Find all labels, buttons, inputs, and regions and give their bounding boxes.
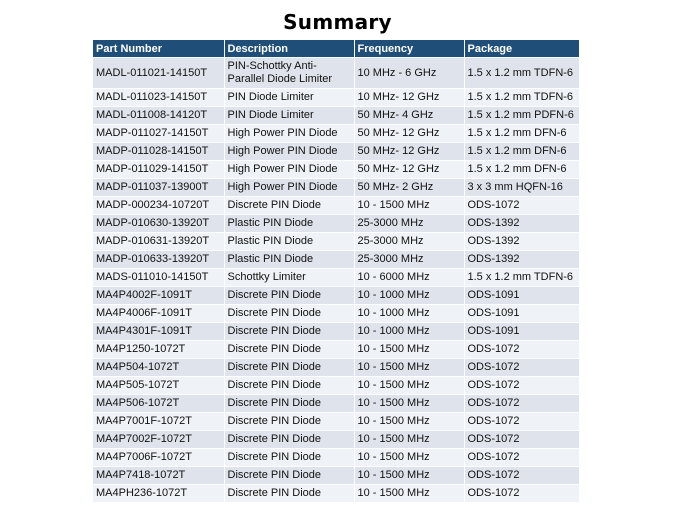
cell-frequency: 10 - 1500 MHz <box>354 359 464 377</box>
cell-package: 1.5 x 1.2 mm DFN-6 <box>464 143 579 161</box>
cell-frequency: 10 - 1000 MHz <box>354 305 464 323</box>
cell-part-number: MADP-011027-14150T <box>93 125 224 143</box>
cell-frequency: 50 MHz- 12 GHz <box>354 125 464 143</box>
cell-package: ODS-1072 <box>464 431 579 449</box>
cell-frequency: 10 - 1500 MHz <box>354 449 464 467</box>
cell-description: PIN-Schottky Anti-Parallel Diode Limiter <box>224 58 354 89</box>
table-row <box>93 431 579 449</box>
table-header <box>93 40 579 58</box>
table-row <box>93 215 579 233</box>
cell-part-number: MA4P1250-1072T <box>93 341 224 359</box>
cell-package: ODS-1072 <box>464 467 579 485</box>
table-row <box>93 323 579 341</box>
cell-frequency: 50 MHz- 12 GHz <box>354 161 464 179</box>
cell-part-number: MA4P4006F-1091T <box>93 305 224 323</box>
table-row <box>93 485 579 503</box>
cell-package: 3 x 3 mm HQFN-16 <box>464 179 579 197</box>
cell-description: High Power PIN Diode <box>224 161 354 179</box>
cell-description: Discrete PIN Diode <box>224 431 354 449</box>
cell-description: PIN Diode Limiter <box>224 89 354 107</box>
cell-part-number: MADP-000234-10720T <box>93 197 224 215</box>
cell-part-number: MA4P506-1072T <box>93 395 224 413</box>
cell-package: ODS-1091 <box>464 305 579 323</box>
table-row <box>93 395 579 413</box>
cell-frequency: 10 - 1500 MHz <box>354 377 464 395</box>
cell-description: Discrete PIN Diode <box>224 305 354 323</box>
cell-description: High Power PIN Diode <box>224 125 354 143</box>
cell-package: ODS-1072 <box>464 377 579 395</box>
cell-part-number: MA4P505-1072T <box>93 377 224 395</box>
cell-frequency: 10 - 1000 MHz <box>354 287 464 305</box>
table-row <box>93 125 579 143</box>
cell-package: 1.5 x 1.2 mm TDFN-6 <box>464 58 579 89</box>
cell-part-number: MA4P7006F-1072T <box>93 449 224 467</box>
table-row <box>93 287 579 305</box>
cell-description: High Power PIN Diode <box>224 143 354 161</box>
table-row <box>93 233 579 251</box>
cell-frequency: 50 MHz- 12 GHz <box>354 143 464 161</box>
cell-frequency: 10 MHz- 12 GHz <box>354 89 464 107</box>
cell-frequency: 10 - 1000 MHz <box>354 323 464 341</box>
cell-package: ODS-1392 <box>464 233 579 251</box>
cell-part-number: MA4P7418-1072T <box>93 467 224 485</box>
header-part-number: Part Number <box>93 40 224 58</box>
cell-part-number: MADL-011023-14150T <box>93 89 224 107</box>
cell-description: Plastic PIN Diode <box>224 251 354 269</box>
cell-package: 1.5 x 1.2 mm DFN-6 <box>464 125 579 143</box>
cell-description: Schottky Limiter <box>224 269 354 287</box>
cell-package: ODS-1072 <box>464 197 579 215</box>
cell-frequency: 10 - 1500 MHz <box>354 395 464 413</box>
cell-part-number: MADS-011010-14150T <box>93 269 224 287</box>
table-row <box>93 449 579 467</box>
cell-description: Discrete PIN Diode <box>224 377 354 395</box>
cell-frequency: 25-3000 MHz <box>354 215 464 233</box>
table-row <box>93 143 579 161</box>
cell-package: 1.5 x 1.2 mm PDFN-6 <box>464 107 579 125</box>
cell-part-number: MADP-011037-13900T <box>93 179 224 197</box>
cell-frequency: 10 - 1500 MHz <box>354 413 464 431</box>
cell-part-number: MADL-011021-14150T <box>93 58 224 89</box>
table-row <box>93 197 579 215</box>
cell-part-number: MA4PH236-1072T <box>93 485 224 503</box>
table-body <box>93 58 579 503</box>
cell-description: High Power PIN Diode <box>224 179 354 197</box>
cell-description: Discrete PIN Diode <box>224 413 354 431</box>
cell-description: Discrete PIN Diode <box>224 341 354 359</box>
page-title: Summary <box>283 10 392 34</box>
table-row <box>93 305 579 323</box>
cell-frequency: 10 - 1500 MHz <box>354 485 464 503</box>
cell-description: Discrete PIN Diode <box>224 323 354 341</box>
cell-package: ODS-1072 <box>464 413 579 431</box>
cell-part-number: MA4P4301F-1091T <box>93 323 224 341</box>
cell-description: Discrete PIN Diode <box>224 287 354 305</box>
cell-frequency: 10 - 1500 MHz <box>354 341 464 359</box>
cell-description: Discrete PIN Diode <box>224 467 354 485</box>
cell-part-number: MADP-010633-13920T <box>93 251 224 269</box>
cell-frequency: 25-3000 MHz <box>354 233 464 251</box>
cell-package: ODS-1072 <box>464 449 579 467</box>
cell-part-number: MADP-011028-14150T <box>93 143 224 161</box>
cell-frequency: 25-3000 MHz <box>354 251 464 269</box>
cell-part-number: MADP-011029-14150T <box>93 161 224 179</box>
cell-package: 1.5 x 1.2 mm DFN-6 <box>464 161 579 179</box>
cell-frequency: 50 MHz- 2 GHz <box>354 179 464 197</box>
cell-frequency: 50 MHz- 4 GHz <box>354 107 464 125</box>
cell-package: ODS-1091 <box>464 323 579 341</box>
cell-package: ODS-1072 <box>464 395 579 413</box>
table-row <box>93 359 579 377</box>
cell-package: ODS-1072 <box>464 341 579 359</box>
table-row <box>93 179 579 197</box>
cell-part-number: MA4P7002F-1072T <box>93 431 224 449</box>
cell-frequency: 10 - 1500 MHz <box>354 467 464 485</box>
cell-description: Plastic PIN Diode <box>224 215 354 233</box>
cell-frequency: 10 - 1500 MHz <box>354 197 464 215</box>
cell-package: ODS-1072 <box>464 485 579 503</box>
cell-frequency: 10 - 1500 MHz <box>354 431 464 449</box>
table-row <box>93 377 579 395</box>
cell-package: ODS-1392 <box>464 251 579 269</box>
header-description: Description <box>224 40 354 58</box>
cell-description: PIN Diode Limiter <box>224 107 354 125</box>
cell-part-number: MADP-010630-13920T <box>93 215 224 233</box>
cell-package: 1.5 x 1.2 mm TDFN-6 <box>464 89 579 107</box>
cell-part-number: MADP-010631-13920T <box>93 233 224 251</box>
cell-frequency: 10 - 6000 MHz <box>354 269 464 287</box>
table-row <box>93 467 579 485</box>
cell-description: Discrete PIN Diode <box>224 485 354 503</box>
table-row <box>93 107 579 125</box>
table-row <box>93 413 579 431</box>
cell-package: ODS-1091 <box>464 287 579 305</box>
cell-description: Discrete PIN Diode <box>224 359 354 377</box>
table-row <box>93 251 579 269</box>
table-row <box>93 89 579 107</box>
cell-part-number: MA4P504-1072T <box>93 359 224 377</box>
summary-table <box>93 40 580 502</box>
cell-description: Plastic PIN Diode <box>224 233 354 251</box>
cell-part-number: MA4P4002F-1091T <box>93 287 224 305</box>
table-row <box>93 341 579 359</box>
table-row <box>93 58 579 89</box>
table-row <box>93 161 579 179</box>
table-row <box>93 269 579 287</box>
header-package: Package <box>464 40 579 58</box>
cell-description: Discrete PIN Diode <box>224 197 354 215</box>
cell-description: Discrete PIN Diode <box>224 395 354 413</box>
cell-part-number: MADL-011008-14120T <box>93 107 224 125</box>
cell-package: ODS-1072 <box>464 359 579 377</box>
cell-part-number: MA4P7001F-1072T <box>93 413 224 431</box>
cell-package: 1.5 x 1.2 mm TDFN-6 <box>464 269 579 287</box>
header-frequency: Frequency <box>354 40 464 58</box>
cell-frequency: 10 MHz - 6 GHz <box>354 58 464 89</box>
cell-package: ODS-1392 <box>464 215 579 233</box>
cell-description: Discrete PIN Diode <box>224 449 354 467</box>
header-row <box>93 40 579 58</box>
